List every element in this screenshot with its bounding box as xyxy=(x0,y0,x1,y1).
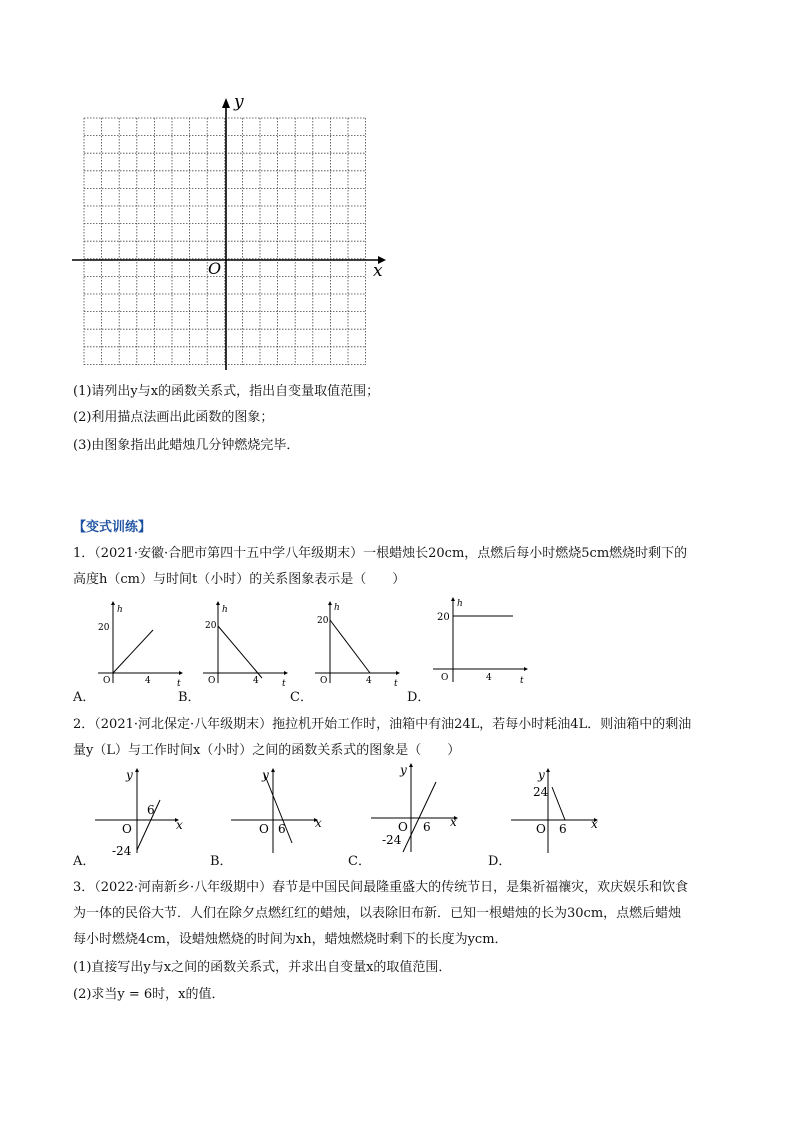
svg-text:24: 24 xyxy=(533,785,549,799)
svg-text:6: 6 xyxy=(423,820,431,834)
svg-text:y: y xyxy=(538,768,545,782)
problem-2-line-2: 量y（L）与工作时间x（小时）之间的函数关系式的图象是（ ） xyxy=(73,743,461,758)
option-b-label-2: B． xyxy=(210,854,233,869)
svg-text:t: t xyxy=(520,676,524,686)
svg-text:20: 20 xyxy=(317,616,329,626)
svg-text:O: O xyxy=(441,673,449,683)
problem-1-line-2: 高度h（cm）与时间t（小时）的关系图象表示是（ ） xyxy=(73,572,406,587)
svg-text:6: 6 xyxy=(278,822,286,836)
svg-text:y: y xyxy=(126,768,133,782)
svg-text:-24: -24 xyxy=(382,833,402,847)
a-y-axis: h xyxy=(117,605,123,615)
a-origin: O xyxy=(103,676,111,686)
option-d-label-2: D． xyxy=(488,854,512,869)
problem-2-line-1: 2．（2021·河北保定·八年级期末）拖拉机开始工作时，油箱中有油24L，若每小时耗油4L．则油箱中的剩油 xyxy=(73,717,692,732)
question-part-3: (3)由图象指出此蜡烛几分钟燃烧完毕． xyxy=(73,438,300,453)
svg-text:y: y xyxy=(400,763,407,777)
problem-3-line-2: 为一体的民俗大节．人们在除夕点燃红红的蜡烛，以表除旧布新．已知一根蜡烛的长为30cm，点燃后蜡烛 xyxy=(73,906,682,921)
svg-text:x: x xyxy=(591,817,598,831)
question-part-2: (2)利用描点法画出此函数的图象； xyxy=(73,410,274,425)
problem-1-graph-c xyxy=(310,598,405,688)
svg-text:4: 4 xyxy=(486,673,492,683)
option-b-label: B． xyxy=(178,690,201,705)
problem-2-graph-d xyxy=(508,765,608,855)
problem-3-line-3: 每小时燃烧4cm，设蜡烛燃烧的时间为xh，蜡烛燃烧时剩下的长度为ycm． xyxy=(73,932,508,947)
problem-3-sub-1: (1)直接写出y与x之间的函数关系式，并求出自变量x的取值范围． xyxy=(73,960,452,975)
problem-3-line-1: 3．（2022·河南新乡·八年级期中）春节是中国民间最隆重盛大的传统节日，是集祈福禳灾，欢庆娱乐和饮食 xyxy=(73,880,689,895)
svg-text:O: O xyxy=(259,822,269,836)
coordinate-grid xyxy=(60,90,400,375)
option-a-label-2: A． xyxy=(73,854,96,869)
svg-text:O: O xyxy=(122,822,132,836)
svg-text:h: h xyxy=(222,605,228,615)
svg-text:y: y xyxy=(262,768,269,782)
question-part-1: (1)请列出y与x的函数关系式，指出自变量取值范围； xyxy=(73,384,380,399)
svg-text:6: 6 xyxy=(559,822,567,836)
problem-2-graph-a xyxy=(92,765,192,855)
a-y-tick: 20 xyxy=(98,623,110,633)
svg-text:t: t xyxy=(282,679,286,688)
problem-2-graph-c xyxy=(368,760,468,855)
section-title: 【变式训练】 xyxy=(73,520,152,535)
svg-text:4: 4 xyxy=(366,676,372,686)
y-axis-label: y xyxy=(234,92,244,112)
problem-3-sub-2: (2)求当y = 6时，x的值． xyxy=(73,987,225,1002)
option-c-label-2: C． xyxy=(348,854,371,869)
problem-1-graph-b xyxy=(198,598,293,688)
a-x-axis: t xyxy=(177,679,181,688)
x-axis-label: x xyxy=(373,261,383,281)
svg-text:O: O xyxy=(208,676,216,686)
svg-text:h: h xyxy=(457,599,463,609)
svg-text:O: O xyxy=(536,822,546,836)
a-x-tick: 4 xyxy=(145,676,151,686)
svg-text:20: 20 xyxy=(437,612,450,623)
problem-1-line-1: 1．（2021·安徽·合肥市第四十五中学八年级期末）一根蜡烛长20cm，点燃后每小时燃烧5cm燃烧时剩下的 xyxy=(73,546,688,561)
option-a-label: A． xyxy=(73,690,96,705)
option-d-label: D． xyxy=(407,690,431,705)
svg-text:h: h xyxy=(334,603,340,613)
svg-text:20: 20 xyxy=(205,621,217,631)
svg-text:x: x xyxy=(315,816,322,830)
origin-label: O xyxy=(208,259,222,278)
svg-text:x: x xyxy=(450,815,457,829)
option-c-label: C． xyxy=(290,690,313,705)
svg-text:6: 6 xyxy=(147,803,155,817)
svg-text:O: O xyxy=(320,676,328,686)
problem-2-graph-b xyxy=(228,765,328,855)
svg-text:O: O xyxy=(398,820,408,834)
svg-text:4: 4 xyxy=(253,676,259,686)
svg-text:-24: -24 xyxy=(112,844,132,855)
problem-1-graph-d xyxy=(428,594,533,688)
svg-text:t: t xyxy=(394,679,398,688)
problem-1-graph-a xyxy=(93,598,188,688)
svg-text:x: x xyxy=(176,818,183,832)
